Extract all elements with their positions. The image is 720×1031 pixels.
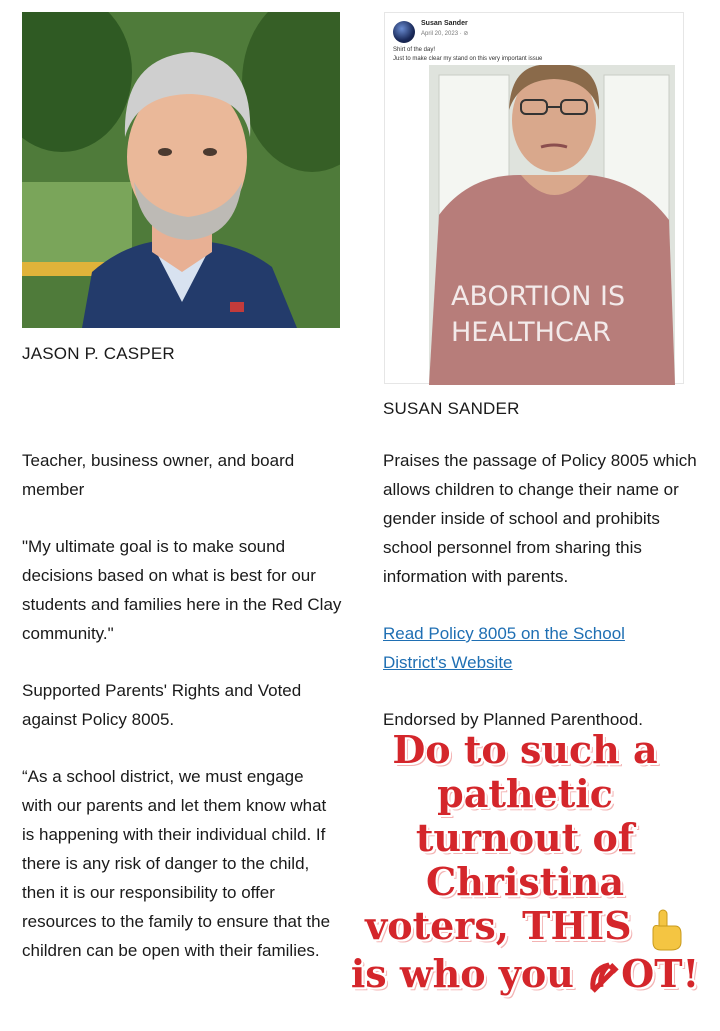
portrait-illustration: [22, 12, 340, 328]
post-caption-line1: Shirt of the day!: [393, 47, 436, 53]
pointing-hand-icon: [645, 908, 685, 952]
overlay-line6b: OT!: [621, 950, 700, 996]
post-caption-line2: Just to make clear my stand on this very important issue: [393, 56, 543, 62]
right-description: Praises the passage of Policy 8005 which allows children to change their name or gender inside of school and prohibits school personnel from sharing this information with parents.: [383, 451, 697, 586]
overlay-line3: turnout of: [415, 815, 635, 860]
policy-8005-link[interactable]: Read Policy 8005 on the School District's Website: [383, 624, 625, 672]
overlay-line4: Christina: [426, 859, 624, 904]
overlay-line5-wrap: [330, 904, 720, 952]
overlay-line2: pathetic: [437, 771, 613, 816]
left-statement: “As a school district, we must engage with our parents and let them know what is happening with their individual child. If there is any risk of danger to the child, then it is our responsibility to offer resources to the family to ensure that the children can be open with their families.: [22, 767, 331, 960]
post-date: April 20, 2023 · ⊘: [421, 31, 469, 37]
right-endorsement: Endorsed by Planned Parenthood.: [383, 710, 643, 729]
shirt-photo-illustration: [429, 65, 675, 385]
overlay-line1: Do to such a: [392, 727, 658, 772]
overlay-line5: voters, THIS: [365, 903, 632, 948]
policy-link-paragraph: [383, 619, 683, 677]
left-quote: "My ultimate goal is to make sound decisions based on what is best for our students and families here in the Red Clay community.": [22, 537, 342, 643]
candidate-name-left: JASON P. CASPER: [22, 344, 175, 363]
post-username: Susan Sander: [421, 20, 468, 27]
hammer-sickle-icon: [587, 959, 621, 995]
social-post-card: [384, 12, 684, 384]
left-vote-record: Supported Parents' Rights and Voted against Policy 8005.: [22, 681, 302, 729]
shirt-text-line1: ABORTION IS: [451, 281, 626, 312]
overlay-line6a: is who you: [350, 950, 574, 996]
avatar: [393, 21, 415, 43]
left-bio: Teacher, business owner, and board member: [22, 451, 295, 499]
post-photo: [429, 65, 675, 385]
shirt-text-line2: HEALTHCAR: [451, 317, 612, 348]
candidate-photo-casper: [22, 12, 340, 328]
overlay-caption: [330, 728, 720, 996]
post-header: [393, 19, 673, 62]
overlay-line6-wrap: [330, 952, 720, 996]
candidate-name-right: SUSAN SANDER: [383, 399, 520, 418]
